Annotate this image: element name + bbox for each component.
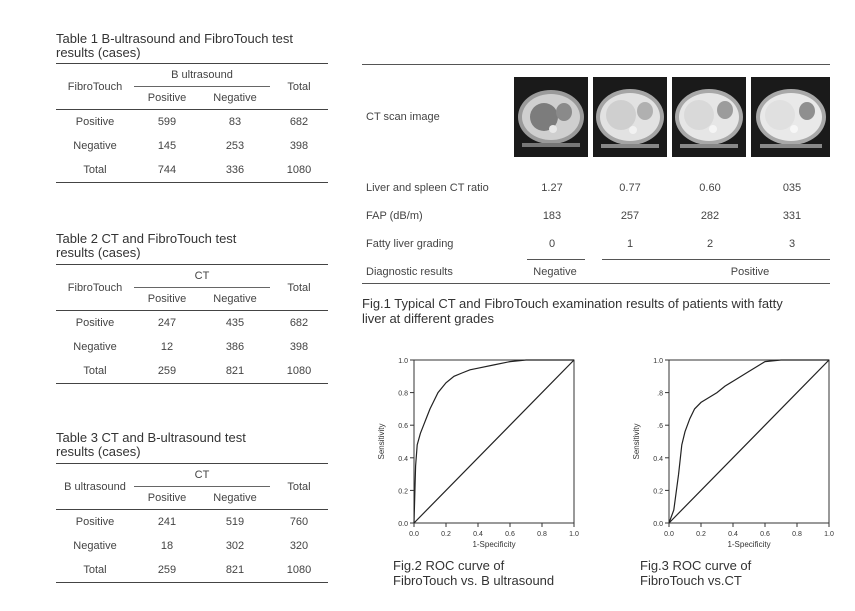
y-axis-label: Sensitivity	[632, 423, 641, 460]
x-tick-label: 0.2	[441, 531, 451, 538]
table-row	[56, 558, 328, 583]
cell: 336	[200, 158, 270, 183]
row-label: Positive	[75, 317, 115, 329]
fig1-caption	[362, 296, 842, 326]
cell: 12	[160, 341, 174, 353]
x-axis-label: 1-Specificity	[472, 540, 516, 549]
table2-col-positive: Positive	[134, 288, 200, 311]
cell: 386	[225, 341, 245, 353]
cell: 821	[200, 359, 270, 384]
cell: 599	[157, 116, 177, 128]
ct-scan-picture	[751, 77, 830, 157]
ct-cell: 0	[548, 238, 556, 250]
x-tick-label: 0.2	[696, 531, 706, 538]
row-label: Negative	[73, 341, 117, 353]
table1-title-line1: Table 1 B-ultrasound and FibroTouch test	[56, 31, 294, 46]
ct-scan-image-grade0	[514, 77, 588, 157]
table-row	[56, 158, 328, 183]
y-tick-label: 0.0	[398, 521, 408, 528]
table3-title-line1: Table 3 CT and B-ultrasound test	[56, 430, 246, 445]
table1-col-total: Total	[270, 64, 328, 110]
cell: 241	[157, 516, 177, 528]
cell: 259	[134, 359, 200, 384]
ct-row-label: Fatty liver grading	[366, 238, 454, 250]
table2-title-line2: results (cases)	[56, 245, 141, 260]
y-tick-label: 1.0	[398, 358, 408, 365]
cell: 682	[289, 116, 309, 128]
table3-row-header: B ultrasound	[56, 464, 134, 510]
fig2-caption	[393, 558, 593, 588]
row-label: Total	[56, 158, 134, 183]
ct-cell: 331	[782, 210, 802, 222]
cell: 760	[289, 516, 309, 528]
y-tick-label: 0.8	[398, 390, 408, 398]
ct-scan-image-grade2	[672, 77, 746, 157]
table3-title-line2: results (cases)	[56, 444, 141, 459]
ct-cell: 257	[620, 210, 640, 222]
cell: 302	[225, 540, 245, 552]
table1	[56, 63, 328, 183]
ct-row-label: Liver and spleen CT ratio	[366, 182, 489, 194]
ct-diag-negative: Negative	[533, 266, 577, 278]
table-row	[56, 359, 328, 384]
table3	[56, 463, 328, 583]
cell: 744	[134, 158, 200, 183]
ct-diag-positive: Positive	[730, 266, 770, 278]
ct-cell: 0.77	[619, 182, 641, 194]
y-tick-label: 0.0	[653, 521, 663, 528]
table3-title	[56, 431, 246, 459]
ct-diag-rule-negative	[527, 259, 585, 260]
cell: 398	[289, 341, 309, 353]
fig3-caption-line1: Fig.3 ROC curve of	[640, 558, 752, 573]
x-tick-label: 0.6	[760, 531, 770, 538]
ct-scan-label: CT scan image	[366, 111, 440, 123]
x-tick-label: 1.0	[569, 531, 579, 538]
table3-col-total: Total	[270, 464, 328, 510]
ct-diag-label: Diagnostic results	[366, 266, 453, 278]
table-row	[56, 510, 328, 535]
reference-line	[669, 360, 829, 523]
table1-row-header: FibroTouch	[56, 64, 134, 110]
cell: 519	[225, 516, 245, 528]
cell: 247	[157, 317, 177, 329]
fig1-caption-line2: liver at different grades	[362, 311, 494, 326]
table-row	[56, 110, 328, 135]
x-tick-label: 0.6	[505, 531, 515, 538]
ct-scan-image-grade1	[593, 77, 667, 157]
fig3-caption	[640, 558, 840, 588]
ct-scan-image-grade3	[751, 77, 830, 157]
ct-cell: 3	[788, 238, 796, 250]
table1-col-negative: Negative	[200, 87, 270, 110]
cell: 1080	[270, 158, 328, 183]
y-tick-label: 0.2	[653, 488, 663, 496]
ct-scan-picture	[593, 77, 667, 157]
x-tick-label: 0.8	[792, 531, 802, 538]
cell: 682	[289, 317, 309, 329]
y-axis-label: Sensitivity	[377, 423, 386, 460]
fig2-caption-line1: Fig.2 ROC curve of	[393, 558, 505, 573]
table1-title	[56, 32, 293, 60]
row-label: Total	[56, 359, 134, 384]
table3-col-group: CT	[134, 464, 270, 487]
x-tick-label: 0.4	[473, 531, 483, 538]
y-tick-label: .8	[657, 390, 663, 398]
y-tick-label: 0.4	[653, 455, 663, 463]
row-label: Negative	[73, 140, 117, 152]
ct-panel-top-rule	[362, 64, 830, 65]
cell: 259	[134, 558, 200, 583]
cell: 398	[289, 140, 309, 152]
table3-col-positive: Positive	[134, 487, 200, 510]
y-tick-label: 1.0	[653, 358, 663, 365]
y-tick-label: 0.6	[398, 423, 408, 431]
row-label: Total	[56, 558, 134, 583]
ct-cell: 035	[782, 182, 802, 194]
cell: 18	[160, 540, 174, 552]
table-row	[56, 134, 328, 158]
y-tick-label: .6	[657, 423, 663, 431]
cell: 1080	[270, 558, 328, 583]
fig1-caption-line1: Fig.1 Typical CT and FibroTouch examination results of patients with fatty	[362, 296, 783, 311]
x-axis-label: 1-Specificity	[727, 540, 771, 549]
ct-diag-rule-positive	[602, 259, 830, 260]
ct-cell: 183	[542, 210, 562, 222]
x-tick-label: 0.4	[728, 531, 738, 538]
table2	[56, 264, 328, 384]
table2-row-header: FibroTouch	[56, 265, 134, 311]
roc-chart-fig3	[627, 350, 837, 555]
table2-col-negative: Negative	[200, 288, 270, 311]
table2-title	[56, 232, 236, 260]
cell: 1080	[270, 359, 328, 384]
x-tick-label: 0.0	[664, 531, 674, 538]
row-label: Positive	[75, 116, 115, 128]
roc-chart-fig2	[372, 350, 582, 555]
table2-col-total: Total	[270, 265, 328, 311]
row-label: Negative	[73, 540, 117, 552]
ct-cell: 2	[706, 238, 714, 250]
table1-col-positive: Positive	[134, 87, 200, 110]
ct-scan-picture	[672, 77, 746, 157]
y-tick-label: 0.2	[398, 488, 408, 496]
cell: 320	[289, 540, 309, 552]
cell: 253	[225, 140, 245, 152]
fig3-caption-line2: FibroTouch vs.CT	[640, 573, 742, 588]
ct-cell: 282	[700, 210, 720, 222]
fig2-caption-line2: FibroTouch vs. B ultrasound	[393, 573, 555, 588]
table1-col-group: B ultrasound	[134, 64, 270, 87]
table-row	[56, 335, 328, 359]
table2-title-line1: Table 2 CT and FibroTouch test	[56, 231, 237, 246]
ct-panel-bottom-rule	[362, 283, 830, 284]
reference-line	[414, 360, 574, 523]
x-tick-label: 0.8	[537, 531, 547, 538]
row-label: Positive	[75, 516, 115, 528]
table-row	[56, 534, 328, 558]
ct-scan-picture	[514, 77, 588, 157]
x-tick-label: 1.0	[824, 531, 834, 538]
cell: 145	[157, 140, 177, 152]
cell: 83	[228, 116, 242, 128]
x-tick-label: 0.0	[409, 531, 419, 538]
table3-col-negative: Negative	[200, 487, 270, 510]
ct-cell: 1	[626, 238, 634, 250]
ct-row-label: FAP (dB/m)	[366, 210, 423, 222]
ct-cell: 0.60	[699, 182, 721, 194]
cell: 435	[225, 317, 245, 329]
table2-col-group: CT	[134, 265, 270, 288]
y-tick-label: 0.4	[398, 455, 408, 463]
table-row	[56, 311, 328, 336]
table1-title-line2: results (cases)	[56, 45, 141, 60]
cell: 821	[200, 558, 270, 583]
ct-cell: 1.27	[541, 182, 563, 194]
